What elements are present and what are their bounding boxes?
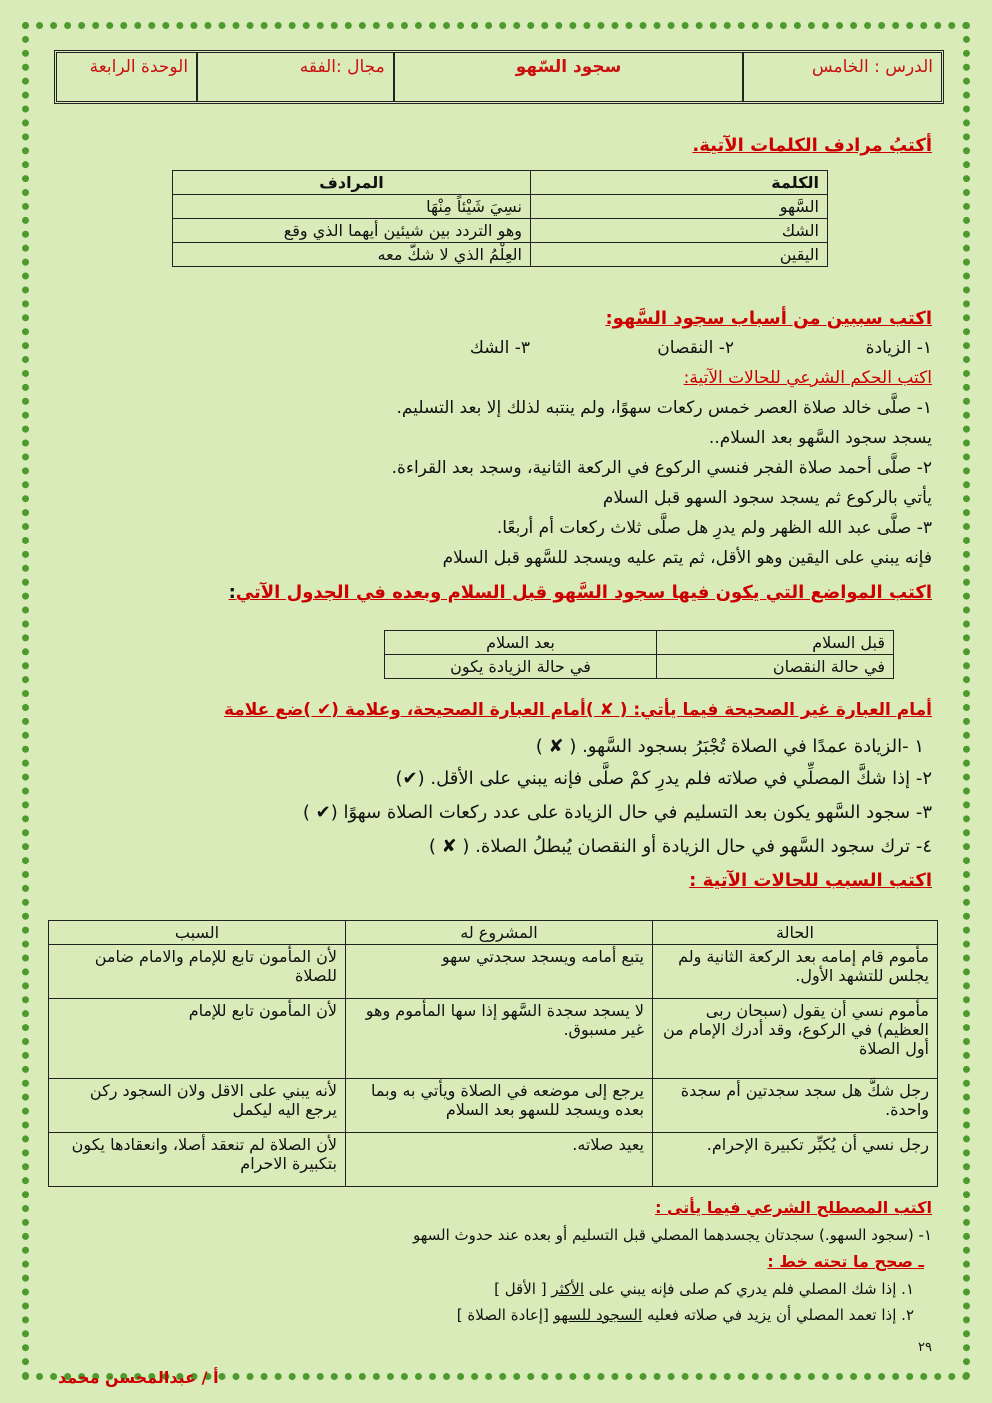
correct-2-answer: [إعادة الصلاة ] — [456, 1306, 554, 1324]
cell-rule: لا يسجد سجدة السَّهو إذا سها المأموم وهو غير مسبوق. — [346, 999, 653, 1079]
correct-1-answer: [ الأقل ] — [494, 1280, 552, 1298]
table-row — [49, 999, 938, 1079]
reason-3: ٣- الشك — [469, 338, 530, 358]
s7-title: اكتب المصطلح الشرعي فيما يأتى : — [655, 1198, 932, 1217]
unit-cell: الوحدة الرابعة — [89, 57, 189, 77]
correct-2-underlined: السجود للسهو — [553, 1306, 643, 1324]
cell-reason: لأن المأمون تابع للإمام والامام ضامن للصلاة — [49, 945, 346, 999]
cell-word: السَّهو — [531, 195, 828, 219]
author-signature: أ / عبدالمحسن محمد — [58, 1368, 219, 1387]
table-row — [49, 945, 938, 999]
table-row — [173, 219, 828, 243]
cell-word: الشك — [531, 219, 828, 243]
s4-colon: : — [228, 582, 236, 603]
before-value: في حالة النقصان — [657, 655, 894, 679]
table-row — [173, 195, 828, 219]
answer-3: فإنه يبني على اليقين وهو الأقل، ثم يتم عليه ويسجد للسَّهو قبل السلام — [442, 548, 932, 568]
tf-item-2: ٢- إذا شكَّ المصلِّي في صلاته فلم يدرِ كمْ صلَّى فإنه يبني على الأقل. (✔) — [395, 768, 932, 789]
lesson-cell: الدرس : الخامس — [742, 53, 941, 101]
worksheet — [48, 50, 944, 1387]
tf-item-3: ٣- سجود السَّهو يكون بعد التسليم في حال الزيادة على عدد ركعات الصلاة سهوًا (✔ ) — [302, 802, 932, 823]
case-1: ١- صلَّى خالد صلاة العصر خمس ركعات سهوًا، ولم ينتبه لذلك إلا بعد التسليم. — [396, 398, 932, 418]
col-rule: المشروع له — [346, 921, 653, 945]
cell-syn: وهو التردد بين شيئين أيهما الذي وقع — [173, 219, 531, 243]
before-after-table — [384, 630, 894, 679]
correct-1-text: ١. إذا شك المصلي فلم يدري كم صلى فإنه يبني على — [584, 1280, 914, 1298]
page-number: ٢٩ — [918, 1340, 932, 1355]
col-before: قبل السلام — [657, 631, 894, 655]
header-table — [54, 50, 944, 104]
table-row — [49, 1133, 938, 1187]
s3-title: اكتب الحكم الشرعي للحالات الآتية: — [683, 368, 932, 388]
reason-2: ٢- النقصان — [657, 338, 734, 358]
correct-2-text: ٢. إذا تعمد المصلي أن يزيد في صلاته فعليه — [642, 1306, 914, 1324]
col-case: الحالة — [653, 921, 938, 945]
reason-1: ١- الزيادة — [865, 338, 932, 358]
table-row — [173, 243, 828, 267]
cell-reason: لأن المأمون تابع للإمام — [49, 999, 346, 1079]
cell-case: رجل نسي أن يُكبِّر تكبيرة الإحرام. — [653, 1133, 938, 1187]
correct-2 — [457, 1306, 914, 1324]
term-1: ١- (سجود السهو.) سجدتان يجسدهما المصلي قبل التسليم أو بعده عند حدوث السهو — [412, 1226, 932, 1244]
tf-item-4: ٤- ترك سجود السَّهو في حال الزيادة أو النقصان يُبطلُ الصلاة. ( ✘ ) — [428, 836, 932, 857]
reasons-table — [48, 920, 938, 1187]
s6-title: اكتب السبب للحالات الآتية : — [689, 870, 932, 891]
s8-title: ـ صحح ما تحته خط : — [767, 1252, 924, 1271]
topic-cell: سجود السّهو — [393, 53, 743, 101]
case-2: ٢- صلَّى أحمد صلاة الفجر فنسي الركوع في الركعة الثانية، وسجد بعد القراءة. — [391, 458, 932, 478]
s1-title: أكتبُ مرادف الكلمات الآتية. — [692, 135, 932, 156]
synonyms-table — [172, 170, 828, 267]
field-cell: مجال :الفقه — [196, 53, 393, 101]
s5-title: أمام العبارة غير الصحيحة فيما يأتي: ( ✘ )أمام العبارة الصحيحة، وعلامة (✔ )ضع علامة — [223, 700, 932, 720]
col-word: الكلمة — [531, 171, 828, 195]
cell-reason: لأن الصلاة لم تنعقد أصلا، وانعقادها يكون بتكبيرة الاحرام — [49, 1133, 346, 1187]
answer-1: يسجد سجود السَّهو بعد السلام.. — [708, 428, 932, 448]
cell-case: رجل شكَّ هل سجد سجدتين أم سجدة واحدة. — [653, 1079, 938, 1133]
col-syn: المرادف — [173, 171, 531, 195]
answer-2: يأتي بالركوع ثم يسجد سجود السهو قبل السلام — [602, 488, 932, 508]
s4-title-text: اكتب المواضع التي يكون فيها سجود السَّهو قبل السلام وبعده في الجدول الآتي — [235, 582, 932, 603]
cell-rule: يرجع إلى موضعه في الصلاة ويأتي به وبما بعده ويسجد للسهو بعد السلام — [346, 1079, 653, 1133]
cell-case: مأموم قام إمامه بعد الركعة الثانية ولم يجلس للتشهد الأول. — [653, 945, 938, 999]
case-3: ٣- صلَّى عبد الله الظهر ولم يدرِ هل صلَّى ثلاث ركعات أم أربعًا. — [496, 518, 932, 538]
col-after: بعد السلام — [385, 631, 657, 655]
cell-reason: لأنه يبني على الاقل ولان السجود ركن يرجع اليه ليكمل — [49, 1079, 346, 1133]
cell-word: اليقين — [531, 243, 828, 267]
after-value: في حالة الزيادة يكون — [385, 655, 657, 679]
cell-syn: نسِيَ شَيْئاً مِنْهَا — [173, 195, 531, 219]
s4-title — [229, 582, 932, 603]
cell-case: مأموم نسي أن يقول (سبحان ربى العظيم) في الركوع، وقد أدرك الإمام من أول الصلاة — [653, 999, 938, 1079]
cell-rule: يتبع أمامه ويسجد سجدتي سهو — [346, 945, 653, 999]
tf-item-1: ١ -الزيادة عمدًا في الصلاة تُجْبَرُ بسجود السَّهو. ( ✘ ) — [535, 736, 924, 757]
table-row — [49, 1079, 938, 1133]
correct-1 — [494, 1280, 914, 1298]
cell-rule: يعيد صلاته. — [346, 1133, 653, 1187]
col-reason: السبب — [49, 921, 346, 945]
s2-title: اكتب سببين من أسباب سجود السَّهو: — [605, 308, 932, 329]
correct-1-underlined: الأكثر — [551, 1280, 585, 1298]
cell-syn: العِلْمُ الذي لا شكّ معه — [173, 243, 531, 267]
